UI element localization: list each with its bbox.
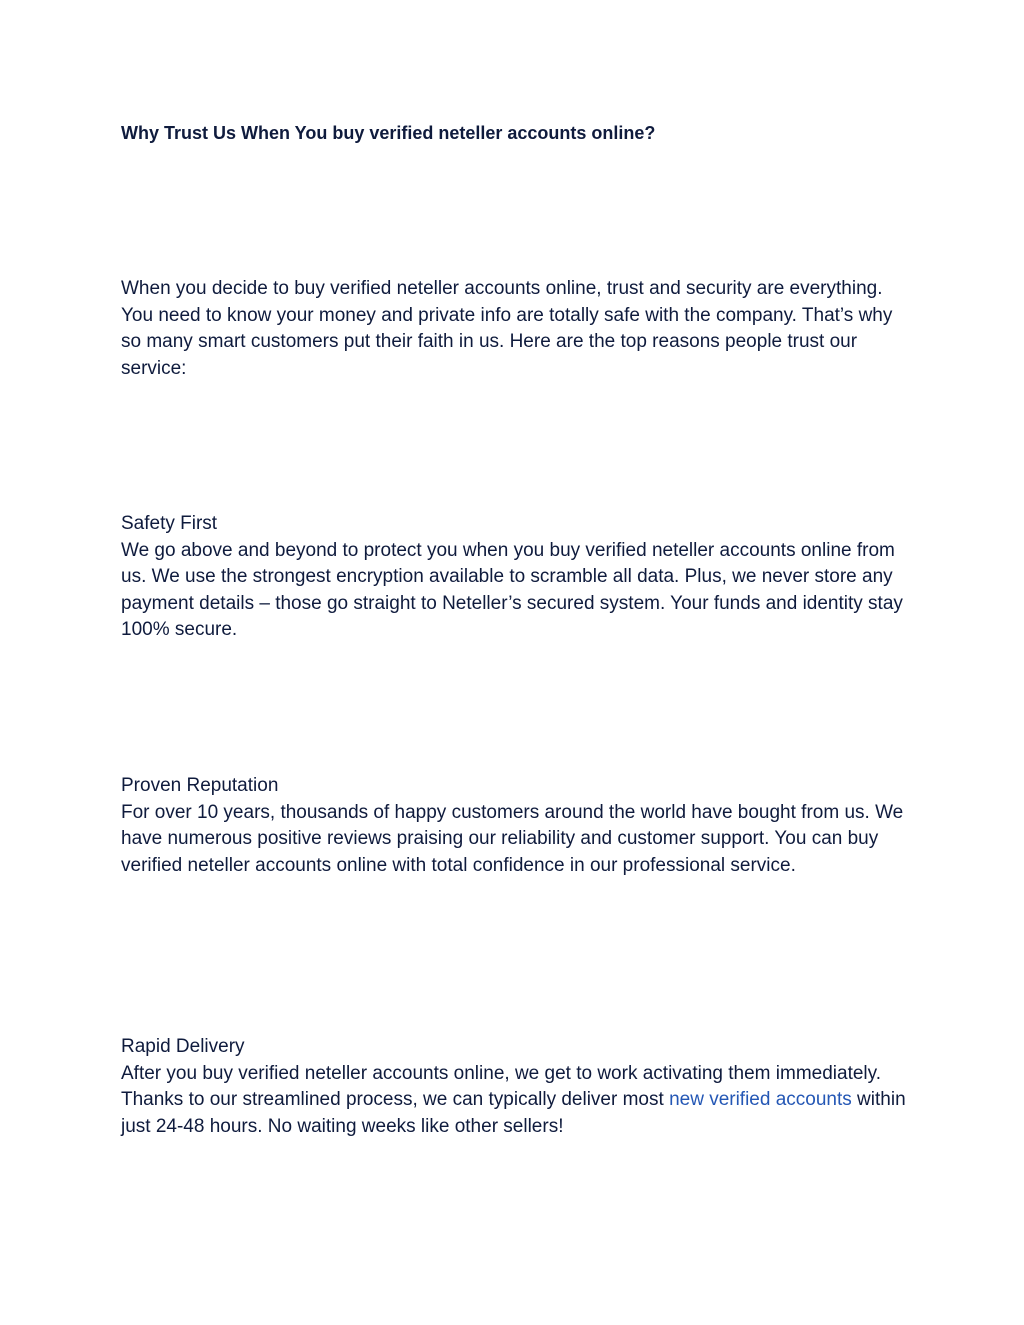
section-proven-reputation — [121, 773, 911, 879]
section-body: For over 10 years, thousands of happy customers around the world have bought from us. We have numerous positive reviews praising our reliability and customer support. You can buy verified neteller accounts online with total confidence in our professional service. — [121, 801, 904, 876]
section-body-start: After you buy verified neteller accounts online, we get to work activating them immediately. Thanks to our streamlined process, we can typically deliver most — [121, 1062, 882, 1110]
section-body: We go above and beyond to protect you when you buy verified neteller accounts online from us. We use the strongest encryption available to scramble all data. Plus, we never store any payment details – those go straight to Neteller’s secured system. Your funds and identity stay 100% secure. — [121, 539, 903, 640]
section-safety-first — [121, 511, 911, 644]
section-title: Proven Reputation — [121, 775, 279, 796]
new-verified-accounts-link[interactable]: new verified accounts — [669, 1089, 852, 1110]
section-body-end: within just 24-48 hours. No waiting weeks like other sellers! — [121, 1089, 906, 1137]
intro-paragraph: When you decide to buy verified neteller accounts online, trust and security are everything. You need to know your money and private info are totally safe with the company. That’s why so many smart customers put their faith in us. Here are the top reasons people trust our service: — [121, 278, 893, 379]
section-title: Rapid Delivery — [121, 1036, 245, 1057]
section-title: Safety First — [121, 513, 218, 534]
section-rapid-delivery — [121, 1034, 911, 1140]
page-title: Why Trust Us When You buy verified neteller accounts online? — [121, 123, 656, 143]
